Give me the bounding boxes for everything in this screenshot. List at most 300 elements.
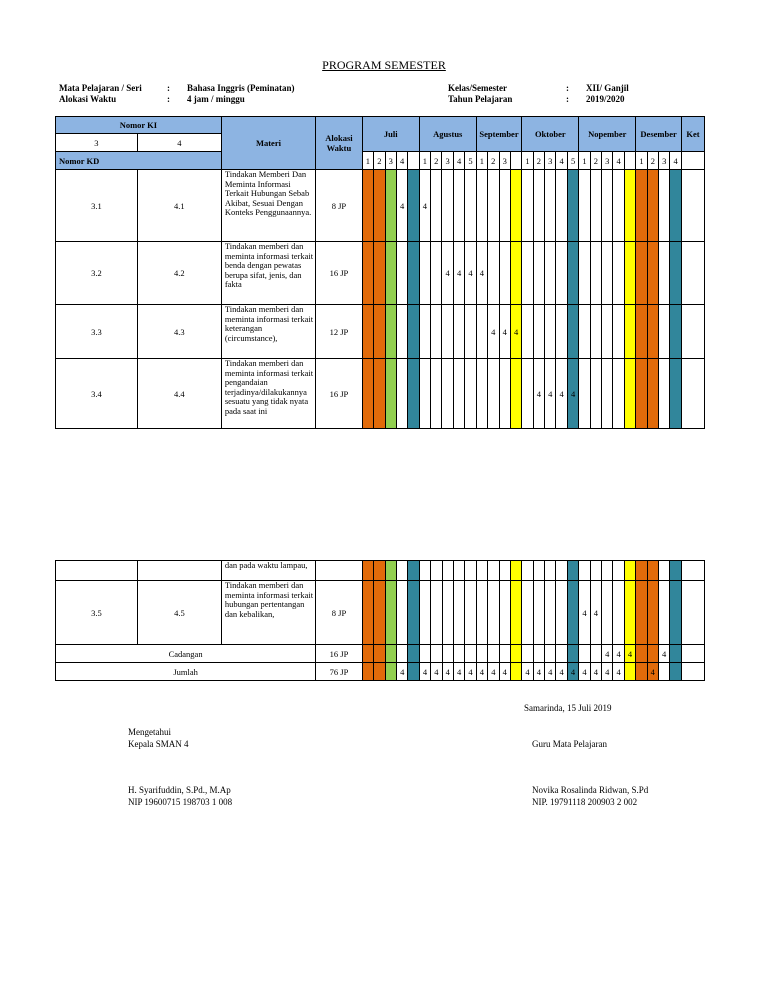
week-number: 4 bbox=[556, 152, 567, 170]
week-cell bbox=[636, 359, 647, 429]
summary-jp: 76 JP bbox=[316, 663, 363, 681]
week-cell bbox=[533, 242, 544, 305]
week-cell bbox=[442, 170, 453, 242]
kd-3-cell: 3.3 bbox=[56, 305, 138, 359]
week-cell bbox=[659, 359, 670, 429]
kepala-nip: NIP 19600715 198703 1 008 bbox=[128, 797, 233, 807]
week-cell: 4 bbox=[476, 242, 487, 305]
week-cell: 4 bbox=[396, 170, 407, 242]
summary-label: Jumlah bbox=[56, 663, 316, 681]
week-cell: 4 bbox=[590, 581, 601, 645]
week-cell bbox=[385, 645, 396, 663]
week-number: 2 bbox=[533, 152, 544, 170]
materi-cell: Tindakan Memberi Dan Meminta Informasi Terkait Hubungan Sebab Akibat, Sesuai Dengan Konteks Penggunaannya. bbox=[221, 170, 315, 242]
kd-3-cell: 3.2 bbox=[56, 242, 138, 305]
week-number: 4 bbox=[613, 152, 624, 170]
week-cell bbox=[453, 581, 464, 645]
week-number: 3 bbox=[499, 152, 510, 170]
week-cell bbox=[385, 561, 396, 581]
week-cell bbox=[465, 170, 476, 242]
week-cell: 4 bbox=[442, 663, 453, 681]
kepala-name: H. Syarifuddin, S.Pd., M.Ap bbox=[128, 785, 231, 795]
week-cell bbox=[431, 561, 442, 581]
week-cell bbox=[579, 561, 590, 581]
table-row bbox=[56, 581, 705, 645]
colon: : bbox=[566, 83, 569, 93]
week-cell bbox=[636, 305, 647, 359]
week-cell bbox=[567, 561, 578, 581]
week-cell bbox=[362, 242, 373, 305]
week-cell bbox=[533, 561, 544, 581]
week-cell: 4 bbox=[419, 663, 430, 681]
alokasi-value: 4 jam / minggu bbox=[187, 94, 245, 104]
materi-header: Materi bbox=[221, 117, 315, 170]
week-cell bbox=[396, 305, 407, 359]
week-number: 3 bbox=[602, 152, 613, 170]
week-cell bbox=[442, 561, 453, 581]
week-number: 1 bbox=[419, 152, 430, 170]
alokasi-cell: 12 JP bbox=[316, 305, 363, 359]
week-cell bbox=[476, 170, 487, 242]
week-cell bbox=[556, 581, 567, 645]
table-row bbox=[56, 305, 705, 359]
week-number: 1 bbox=[476, 152, 487, 170]
week-cell bbox=[465, 561, 476, 581]
mapel-label: Mata Pelajaran / Seri bbox=[59, 83, 142, 93]
colon: : bbox=[167, 94, 170, 104]
month-oktober: Oktober bbox=[522, 117, 579, 152]
ket-cell bbox=[681, 305, 704, 359]
week-cell: 4 bbox=[465, 663, 476, 681]
week-cell bbox=[522, 561, 533, 581]
week-cell bbox=[396, 242, 407, 305]
week-cell bbox=[476, 645, 487, 663]
week-cell bbox=[465, 581, 476, 645]
week-cell bbox=[374, 645, 385, 663]
week-cell bbox=[442, 305, 453, 359]
week-cell bbox=[374, 305, 385, 359]
week-cell: 4 bbox=[419, 170, 430, 242]
week-cell bbox=[545, 645, 556, 663]
week-cell bbox=[453, 645, 464, 663]
week-cell bbox=[556, 242, 567, 305]
week-cell bbox=[510, 242, 521, 305]
guru-nip: NIP. 19791118 200903 2 002 bbox=[532, 797, 638, 807]
week-cell bbox=[408, 645, 419, 663]
mengetahui: Mengetahui bbox=[128, 727, 171, 737]
week-cell bbox=[556, 561, 567, 581]
week-cell bbox=[385, 359, 396, 429]
alokasi-cell: 16 JP bbox=[316, 359, 363, 429]
week-cell bbox=[602, 170, 613, 242]
week-cell bbox=[647, 305, 658, 359]
alokasi-cell bbox=[316, 561, 363, 581]
week-cell bbox=[590, 561, 601, 581]
week-cell bbox=[624, 663, 635, 681]
summary-jp: 16 JP bbox=[316, 645, 363, 663]
week-cell bbox=[431, 170, 442, 242]
week-cell bbox=[488, 561, 499, 581]
table-row bbox=[56, 359, 705, 429]
week-cell bbox=[499, 359, 510, 429]
week-cell bbox=[385, 242, 396, 305]
kd-3-cell: 3.1 bbox=[56, 170, 138, 242]
week-cell bbox=[499, 242, 510, 305]
week-cell bbox=[670, 561, 681, 581]
materi-cell: Tindakan memberi dan meminta informasi terkait hubungan pertentangan dan kebalikan, bbox=[221, 581, 315, 645]
week-cell bbox=[670, 645, 681, 663]
week-cell bbox=[385, 663, 396, 681]
month-juli: Juli bbox=[362, 117, 419, 152]
week-cell bbox=[602, 561, 613, 581]
week-cell: 4 bbox=[545, 663, 556, 681]
table-row bbox=[56, 242, 705, 305]
week-cell bbox=[590, 242, 601, 305]
week-cell bbox=[579, 305, 590, 359]
week-cell bbox=[545, 170, 556, 242]
week-cell: 4 bbox=[624, 645, 635, 663]
alokasi-cell: 16 JP bbox=[316, 242, 363, 305]
week-number: 5 bbox=[567, 152, 578, 170]
ket-cell bbox=[681, 359, 704, 429]
table-row bbox=[56, 561, 705, 581]
tahun-label: Tahun Pelajaran bbox=[448, 94, 513, 104]
week-cell bbox=[636, 645, 647, 663]
week-cell bbox=[522, 242, 533, 305]
week-cell bbox=[659, 242, 670, 305]
week-cell bbox=[442, 359, 453, 429]
kd-3-cell: 3.4 bbox=[56, 359, 138, 429]
ket-cell bbox=[681, 561, 704, 581]
week-cell bbox=[658, 561, 669, 581]
week-cell bbox=[613, 359, 624, 429]
kd-4-cell: 4.2 bbox=[137, 242, 221, 305]
week-cell bbox=[670, 242, 681, 305]
week-cell bbox=[510, 561, 521, 581]
week-cell bbox=[579, 645, 590, 663]
kd-4-cell: 4.3 bbox=[137, 305, 221, 359]
month-agustus: Agustus bbox=[419, 117, 476, 152]
week-cell bbox=[488, 581, 499, 645]
kd-4-cell: 4.1 bbox=[137, 170, 221, 242]
month-nopember: Nopember bbox=[579, 117, 636, 152]
summary-label: Cadangan bbox=[56, 645, 316, 663]
week-cell: 4 bbox=[567, 359, 578, 429]
kelas-value: XII/ Ganjil bbox=[586, 83, 629, 93]
week-cell: 4 bbox=[397, 663, 408, 681]
week-cell bbox=[613, 170, 624, 242]
week-cell bbox=[636, 663, 647, 681]
week-cell bbox=[579, 359, 590, 429]
materi-cell: Tindakan memberi dan meminta informasi terkait pengandaian terjadinya/dilakukannya sesuatu yang tidak nyata pada saat ini bbox=[221, 359, 315, 429]
week-cell bbox=[624, 170, 635, 242]
week-cell bbox=[567, 305, 578, 359]
week-cell bbox=[602, 359, 613, 429]
week-cell bbox=[613, 305, 624, 359]
week-cell bbox=[590, 305, 601, 359]
week-cell bbox=[624, 305, 635, 359]
week-cell bbox=[533, 305, 544, 359]
week-cell bbox=[488, 170, 499, 242]
kd-3-cell: 3.5 bbox=[56, 581, 138, 645]
week-cell bbox=[362, 663, 373, 681]
week-cell bbox=[374, 359, 385, 429]
week-cell bbox=[431, 305, 442, 359]
table-row bbox=[56, 170, 705, 242]
week-cell bbox=[624, 581, 635, 645]
ket-cell bbox=[681, 581, 704, 645]
week-cell bbox=[374, 170, 385, 242]
week-cell: 4 bbox=[579, 581, 590, 645]
guru-name: Novika Rosalinda Ridwan, S.Pd bbox=[532, 785, 649, 795]
week-number: 3 bbox=[442, 152, 453, 170]
week-number: 5 bbox=[465, 152, 476, 170]
week-cell bbox=[545, 561, 556, 581]
week-cell: 4 bbox=[613, 645, 624, 663]
week-cell: 4 bbox=[602, 645, 613, 663]
kd-4-cell: 4.4 bbox=[137, 359, 221, 429]
week-cell bbox=[579, 170, 590, 242]
week-cell bbox=[567, 645, 578, 663]
semester-table bbox=[55, 116, 705, 429]
week-cell bbox=[488, 359, 499, 429]
week-cell bbox=[658, 581, 669, 645]
colon: : bbox=[566, 94, 569, 104]
materi-cell: Tindakan memberi dan meminta informasi terkait keterangan (circumstance), bbox=[221, 305, 315, 359]
week-cell bbox=[602, 581, 613, 645]
week-cell bbox=[613, 242, 624, 305]
week-cell bbox=[510, 359, 521, 429]
week-cell bbox=[567, 581, 578, 645]
month-september: September bbox=[476, 117, 522, 152]
week-cell bbox=[488, 242, 499, 305]
week-cell bbox=[362, 305, 373, 359]
materi-cell: Tindakan memberi dan meminta informasi terkait benda dengan pewatas berupa sifat, jenis, dan fakta bbox=[221, 242, 315, 305]
week-cell bbox=[362, 359, 373, 429]
week-cell bbox=[476, 581, 487, 645]
week-cell: 4 bbox=[499, 305, 510, 359]
week-cell bbox=[510, 645, 521, 663]
week-cell bbox=[636, 561, 647, 581]
week-cell bbox=[408, 170, 419, 242]
ket-cell bbox=[681, 663, 704, 681]
week-cell bbox=[408, 242, 419, 305]
week-cell bbox=[647, 242, 658, 305]
week-cell bbox=[397, 645, 408, 663]
week-cell bbox=[602, 242, 613, 305]
week-cell bbox=[408, 561, 419, 581]
week-cell bbox=[670, 581, 681, 645]
week-cell bbox=[362, 170, 373, 242]
week-cell: 4 bbox=[647, 663, 658, 681]
week-cell bbox=[431, 645, 442, 663]
alokasi-cell: 8 JP bbox=[316, 170, 363, 242]
month-desember: Desember bbox=[636, 117, 682, 152]
week-number: 2 bbox=[431, 152, 442, 170]
week-cell bbox=[613, 561, 624, 581]
week-cell bbox=[590, 645, 601, 663]
nomor-ki-header: Nomor KI bbox=[56, 117, 222, 134]
week-cell bbox=[419, 645, 430, 663]
week-number: 2 bbox=[488, 152, 499, 170]
week-cell: 4 bbox=[510, 305, 521, 359]
week-cell bbox=[385, 305, 396, 359]
week-cell bbox=[465, 305, 476, 359]
week-cell bbox=[408, 305, 419, 359]
week-number: 4 bbox=[670, 152, 681, 170]
week-cell bbox=[556, 170, 567, 242]
week-cell bbox=[499, 645, 510, 663]
week-cell bbox=[659, 305, 670, 359]
week-cell: 4 bbox=[545, 359, 556, 429]
week-cell bbox=[442, 581, 453, 645]
week-number: 1 bbox=[579, 152, 590, 170]
week-cell bbox=[647, 645, 658, 663]
week-cell bbox=[374, 561, 385, 581]
week-cell bbox=[431, 359, 442, 429]
week-cell bbox=[397, 561, 408, 581]
week-cell: 4 bbox=[488, 305, 499, 359]
week-number: 3 bbox=[545, 152, 556, 170]
week-cell: 4 bbox=[442, 242, 453, 305]
week-cell: 4 bbox=[522, 663, 533, 681]
week-cell bbox=[510, 170, 521, 242]
week-number: 4 bbox=[453, 152, 464, 170]
week-cell bbox=[362, 561, 373, 581]
week-cell bbox=[670, 663, 681, 681]
week-cell bbox=[476, 359, 487, 429]
alokasi-cell: 8 JP bbox=[316, 581, 363, 645]
week-cell bbox=[545, 305, 556, 359]
week-cell bbox=[647, 581, 658, 645]
week-cell bbox=[658, 663, 669, 681]
summary-row bbox=[56, 645, 705, 663]
week-cell bbox=[408, 359, 419, 429]
week-cell bbox=[613, 581, 624, 645]
week-cell bbox=[522, 305, 533, 359]
week-cell bbox=[659, 170, 670, 242]
week-cell bbox=[362, 645, 373, 663]
ki-4: 4 bbox=[137, 134, 221, 152]
week-cell bbox=[396, 359, 407, 429]
colon: : bbox=[167, 83, 170, 93]
week-cell bbox=[636, 581, 647, 645]
week-cell bbox=[624, 242, 635, 305]
week-cell bbox=[636, 170, 647, 242]
week-cell: 4 bbox=[499, 663, 510, 681]
week-cell bbox=[431, 242, 442, 305]
week-cell bbox=[533, 645, 544, 663]
week-number bbox=[624, 152, 635, 170]
guru-title: Guru Mata Pelajaran bbox=[532, 739, 607, 749]
week-cell bbox=[510, 581, 521, 645]
week-number bbox=[510, 152, 521, 170]
week-number bbox=[408, 152, 419, 170]
week-cell bbox=[374, 581, 385, 645]
week-cell bbox=[408, 663, 419, 681]
week-cell bbox=[545, 242, 556, 305]
week-cell bbox=[408, 581, 419, 645]
week-cell: 4 bbox=[579, 663, 590, 681]
week-cell bbox=[419, 242, 430, 305]
week-cell bbox=[419, 581, 430, 645]
week-cell: 4 bbox=[556, 359, 567, 429]
week-cell bbox=[533, 170, 544, 242]
week-cell bbox=[556, 305, 567, 359]
ket-header: Ket bbox=[681, 117, 704, 152]
week-cell bbox=[453, 561, 464, 581]
week-cell bbox=[624, 359, 635, 429]
week-cell: 4 bbox=[567, 663, 578, 681]
week-cell bbox=[647, 170, 658, 242]
week-cell bbox=[385, 170, 396, 242]
week-cell bbox=[385, 581, 396, 645]
week-number: 1 bbox=[362, 152, 373, 170]
kd-3-cell bbox=[56, 561, 138, 581]
week-cell bbox=[374, 242, 385, 305]
week-cell bbox=[465, 359, 476, 429]
week-cell bbox=[670, 359, 681, 429]
week-cell: 4 bbox=[431, 663, 442, 681]
kelas-label: Kelas/Semester bbox=[448, 83, 507, 93]
week-cell bbox=[522, 581, 533, 645]
week-number: 2 bbox=[590, 152, 601, 170]
week-cell bbox=[533, 581, 544, 645]
kd-4-cell: 4.5 bbox=[137, 581, 221, 645]
week-cell bbox=[670, 170, 681, 242]
place-date: Samarinda, 15 Juli 2019 bbox=[524, 703, 612, 713]
week-cell bbox=[453, 305, 464, 359]
week-number: 3 bbox=[385, 152, 396, 170]
week-number: 2 bbox=[647, 152, 658, 170]
week-cell bbox=[624, 561, 635, 581]
alokasi-header: Alokasi Waktu bbox=[316, 117, 363, 170]
week-cell bbox=[590, 170, 601, 242]
nomor-kd-header: Nomor KD bbox=[56, 152, 222, 170]
week-cell bbox=[499, 581, 510, 645]
week-cell bbox=[431, 581, 442, 645]
summary-row bbox=[56, 663, 705, 681]
week-cell bbox=[522, 645, 533, 663]
week-cell bbox=[453, 359, 464, 429]
materi-cell: dan pada waktu lampau, bbox=[221, 561, 315, 581]
week-cell: 4 bbox=[602, 663, 613, 681]
week-cell bbox=[579, 242, 590, 305]
week-cell: 4 bbox=[488, 663, 499, 681]
week-cell bbox=[488, 645, 499, 663]
week-cell: 4 bbox=[453, 242, 464, 305]
week-cell: 4 bbox=[658, 645, 669, 663]
ket-cell bbox=[681, 242, 704, 305]
semester-table-continued bbox=[55, 560, 705, 681]
week-cell bbox=[636, 242, 647, 305]
week-cell bbox=[545, 581, 556, 645]
ket-cell bbox=[681, 170, 704, 242]
week-number: 2 bbox=[374, 152, 385, 170]
week-cell bbox=[476, 561, 487, 581]
week-cell bbox=[374, 663, 385, 681]
week-cell bbox=[647, 359, 658, 429]
week-number: 4 bbox=[396, 152, 407, 170]
week-cell: 4 bbox=[533, 359, 544, 429]
ki-3: 3 bbox=[56, 134, 138, 152]
page-title: PROGRAM SEMESTER bbox=[322, 58, 446, 72]
week-cell: 4 bbox=[465, 242, 476, 305]
week-cell bbox=[453, 170, 464, 242]
week-number: 3 bbox=[659, 152, 670, 170]
week-cell bbox=[465, 645, 476, 663]
week-cell bbox=[419, 561, 430, 581]
